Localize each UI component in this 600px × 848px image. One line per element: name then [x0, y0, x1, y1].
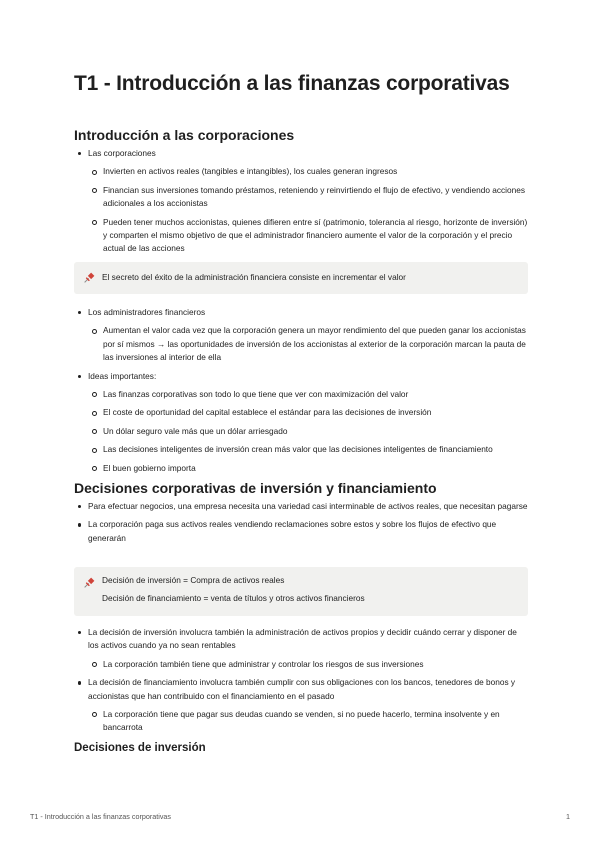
subheading-investment-decisions: Decisiones de inversión [74, 742, 206, 754]
sub-list [88, 388, 528, 475]
sub-list [88, 708, 528, 735]
sub-list-item: Invierten en activos reales (tangibles e intangibles), los cuales generan ingresos [88, 165, 528, 178]
callout-line-investment: Decisión de inversión = Compra de activos reales [102, 575, 285, 585]
sub-list-item: La corporación también tiene que administrar y controlar los riesgos de sus inversiones [88, 658, 528, 671]
sub-list-item: La corporación tiene que pagar sus deudas cuando se venden, si no puede hacerlo, termina insolvente y en bancarrota [88, 708, 528, 735]
list-item-text: Los administradores financieros [88, 307, 206, 317]
list-item [74, 676, 528, 735]
decisions-detail-block [74, 626, 528, 740]
section-heading-decisions: Decisiones corporativas de inversión y financiamiento [74, 480, 437, 496]
decisions-intro-list [74, 500, 528, 545]
list-item-text: La decisión de financiamiento involucra también cumplir con sus obligaciones con los bancos, tenedores de bonos y accionistas que han contribuido con el financiamiento en el pasado [88, 677, 516, 701]
sub-list-item: El coste de oportunidad del capital establece el estándar para las decisiones de inversión [88, 406, 528, 419]
footer-title: T1 - Introducción a las finanzas corporativas [30, 812, 172, 821]
sub-list [88, 658, 528, 671]
managers-list [74, 306, 528, 475]
list-item [74, 147, 528, 256]
callout-text: El secreto del éxito de la administración financiera consiste en incrementar el valor [102, 272, 406, 282]
decisions-intro-block [74, 500, 528, 550]
sub-list-item: El buen gobierno importa [88, 462, 528, 475]
sub-list [88, 324, 528, 364]
corporations-list-block [74, 147, 528, 261]
corporations-list [74, 147, 528, 256]
list-item [74, 500, 528, 513]
list-item-text: Para efectuar negocios, una empresa necesita una variedad casi interminable de activos reales, que necesitan pagarse [88, 501, 528, 511]
callout-value [74, 262, 528, 294]
list-item-text: La corporación paga sus activos reales vendiendo reclamaciones sobre estos y sobre los flujos de efectivo que generarán [88, 519, 497, 543]
callout-line-financing: Decisión de financiamiento = venta de títulos y otros activos financieros [102, 593, 365, 603]
list-item-text: Ideas importantes: [88, 370, 157, 381]
pushpin-icon [83, 576, 96, 589]
sub-list-item: Un dólar seguro vale más que un dólar arriesgado [88, 425, 528, 438]
list-item [74, 370, 528, 475]
page-number: 1 [566, 812, 570, 821]
list-item [74, 626, 528, 671]
sub-list-item: Las finanzas corporativas son todo lo que tiene que ver con maximización del valor [88, 388, 528, 401]
page-title: T1 - Introducción a las finanzas corporativas [74, 72, 510, 95]
pushpin-icon [83, 271, 96, 284]
decisions-detail-list [74, 626, 528, 735]
list-item [74, 306, 528, 365]
sub-list-item: Las decisiones inteligentes de inversión crean más valor que las decisiones inteligentes de financiamiento [88, 443, 528, 456]
list-item-text: La decisión de inversión involucra también la administración de activos propios y decidir cuándo cerrar y disponer de los activos cuando ya no sean rentables [88, 627, 517, 651]
managers-list-block [74, 306, 528, 480]
sub-list [88, 165, 528, 255]
list-item [74, 518, 528, 545]
sub-list-item: Pueden tener muchos accionistas, quienes difieren entre sí (patrimonio, tolerancia al riesgo, horizonte de inversión) y comparten el mismo objetivo de que el administrador financiero aumente el valor de la corporación y el precio actual de las acciones [88, 216, 528, 256]
section-heading-corporations: Introducción a las corporaciones [74, 127, 295, 143]
callout-decisions [74, 567, 528, 616]
sub-list-item: Financian sus inversiones tomando préstamos, reteniendo y reinvirtiendo el flujo de efectivo, y vendiendo acciones adicionales a los accionistas [88, 184, 528, 211]
list-item-text: Las corporaciones [88, 148, 156, 158]
sub-list-item: Aumentan el valor cada vez que la corporación genera un mayor rendimiento del que pueden ganar los accionistas por sí mismos → las oportunidades de inversión de los accionistas al exterior de la corporación marcan la pauta de las inversiones al interior de ella [88, 324, 528, 364]
